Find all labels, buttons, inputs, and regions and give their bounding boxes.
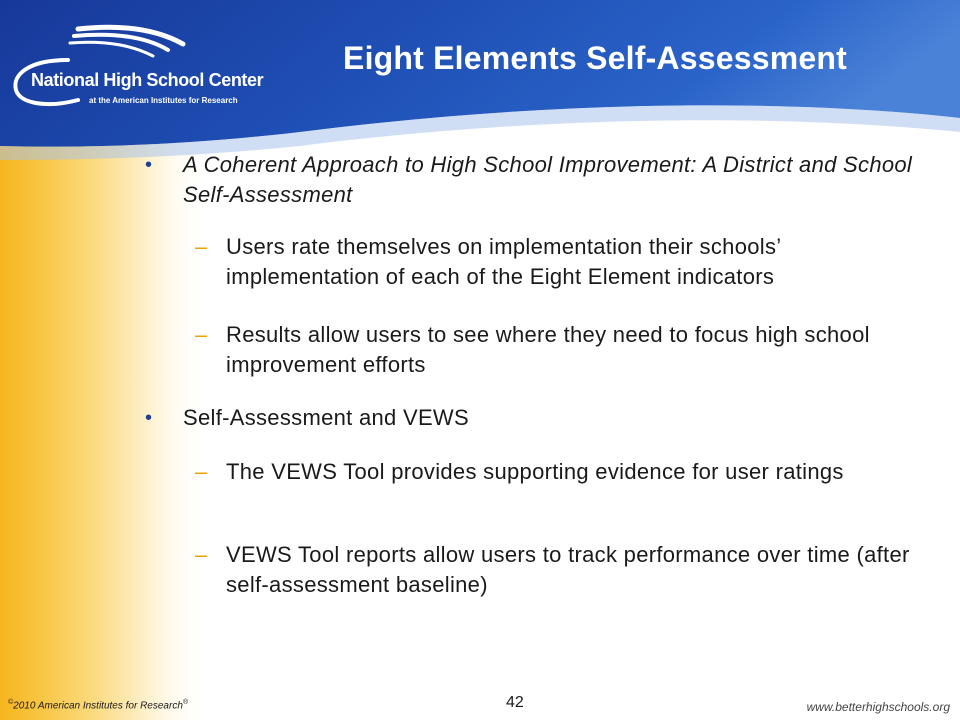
logo — [8, 20, 264, 120]
registered-mark: ® — [182, 699, 189, 706]
slide-title: Eight Elements Self-Assessment — [343, 40, 847, 76]
bullet-dash-icon: – — [195, 234, 208, 259]
page-number: 42 — [506, 694, 524, 711]
bullet-dot-icon: • — [145, 154, 153, 176]
sub-bullet-item — [195, 457, 940, 487]
copyright-symbol: © — [8, 699, 14, 706]
sub-bullet-text: VEWS Tool reports allow users to track performance over time (after self-assessment baseline) — [226, 542, 910, 597]
sub-bullet-text: Results allow users to see where they need to focus high school improvement efforts — [226, 322, 870, 377]
footer-url: www.betterhighschools.org — [806, 700, 950, 714]
sub-bullet-text: The VEWS Tool provides supporting evidence for user ratings — [226, 459, 844, 484]
bullet-dash-icon: – — [195, 542, 208, 567]
bullet-text: A Coherent Approach to High School Improvement: A District and School Self-Assessment — [183, 152, 913, 207]
sub-bullet-item — [195, 232, 940, 292]
bullet-dot-icon: • — [145, 407, 153, 429]
bullet-item — [145, 403, 940, 433]
copyright-notice — [8, 699, 188, 711]
bullet-dash-icon: – — [195, 322, 208, 347]
copyright-text: 2010 American Institutes for Research — [13, 700, 183, 712]
bullet-text: Self-Assessment and VEWS — [183, 405, 469, 430]
logo-subtitle: at the American Institutes for Research — [89, 96, 238, 105]
sub-bullet-text: Users rate themselves on implementation their schools’ implementation of each of the Eight Element indicators — [226, 234, 781, 289]
bullet-dash-icon: – — [195, 459, 208, 484]
sub-bullet-item — [195, 320, 940, 380]
sub-bullet-item — [195, 540, 940, 600]
logo-name: National High School Center — [31, 70, 264, 90]
bullet-item — [145, 150, 940, 210]
